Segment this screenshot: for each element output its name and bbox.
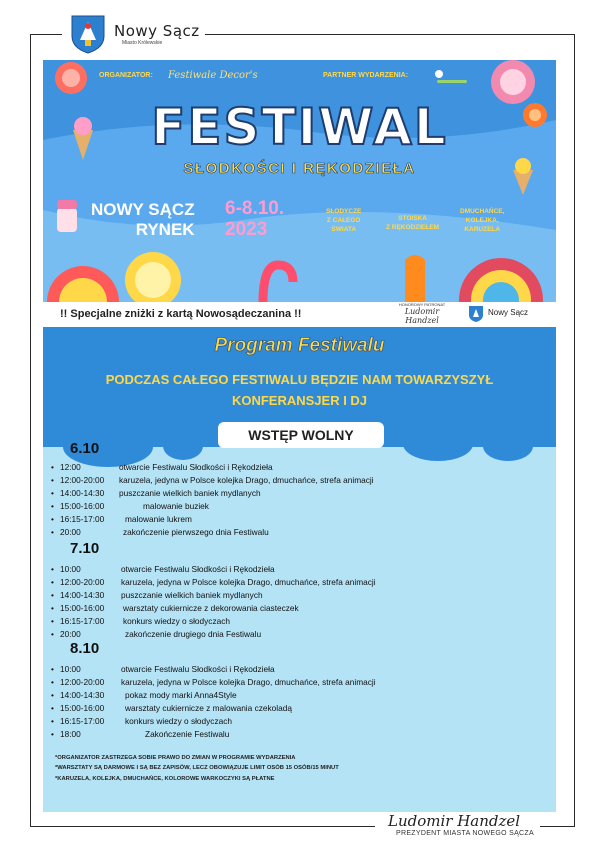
cake-icon — [57, 208, 77, 232]
dates-line-2: 2023 — [225, 219, 268, 240]
banner-decoration — [43, 60, 556, 302]
city-coat-of-arms-icon — [70, 14, 106, 54]
bullet-icon: • — [51, 677, 54, 687]
frame-top-left — [30, 34, 62, 35]
day-date: 7.10 — [70, 540, 100, 557]
frame-bottom-right — [540, 826, 575, 827]
footnote: *ORGANIZATOR ZASTRZEGA SOBIE PRAWO DO ZMIAN W PROGRAMIE WYDARZENIA — [55, 755, 296, 761]
bullet-icon: • — [51, 488, 54, 498]
organizer-label: ORGANIZATOR: — [99, 72, 153, 79]
program-subtitle-line-2: KONFERANSJER I DJ — [231, 393, 368, 408]
program-title: Program Festiwalu — [214, 335, 385, 356]
festival-place — [91, 200, 195, 240]
program-subtitle-line-1: PODCZAS CAŁEGO FESTIWALU BĘDZIE NAM TOWARZYSZYŁ — [105, 372, 494, 387]
bullet-icon: • — [51, 729, 54, 739]
partner-label: PARTNER WYDARZENIA: — [323, 72, 409, 79]
info-crafts: STOISKA Z RĘKODZIEŁEM — [386, 215, 440, 231]
program-section: Program Festiwalu PODCZAS CAŁEGO FESTIWALU BĘDZIE NAM TOWARZYSZYŁ KONFERANSJER I DJ WSTĘP WOLNY 6.10 • 12:00 otwarcie Festiwalu Słodkości i Rękodzieła • 12:00-20:00 karuzela, jedyna w Polsce kolejka Drago, dmuchańce, strefa animacji • 14:00-14:30 puszczanie wielkich baniek mydlanych • 15:00-16:00 malowanie buziek • 16:15-17:00 malowanie lukrem • 20:00 zakończenie pierwszego dnia Festiwalu 7.10 • 10:00 otwarcie Festiwalu Słodkości i Rękodzieła • 12:00-20:00 karuzela, jedyna w Polsce kolejka Drago, dmuchańce, strefa animacji • 14:00-14:30 puszczanie wielkich baniek mydlanych • 15:00-16:00 warsztaty cukiernicze z dekorowania ciasteczek • 16:15-17:00 konkurs wiedzy o słodyczach • 20:00 zakończenie drugiego dnia Festiwalu 8.10 • 10:00 otwarcie Festiwalu Słodkości i Rękodzieła • 12:00-20:00 karuzela, jedyna w Polsce kolejka Drago, dmuchańce, strefa animacji • 14:00-14:30 pokaz mody marki Anna4Style • 15:00-16:00 warsztaty cukiernicze z malowania czekoladą • 16:15-17:00 konkurs wiedzy o słodyczach • 18:00 Zakończenie Festiwalu *ORGANIZATOR ZASTRZEGA SOBIE PRAWO DO ZMIAN W PROGRAMIE WYDARZENIA *WARSZTATY SĄ DARMOWE I SĄ BEZ ZAPISÓW, LECZ OBOWIĄZUJE LIMIT OSÓB 15 OSÓB/15 MINUT *KARUZELA, KOLEJKA, DMUCHAŃCE, KOLOROWE WARKOCZYKI SĄ PŁATNE — [43, 327, 556, 812]
frame-top-right — [205, 34, 575, 35]
free-entry-badge: WSTĘP WOLNY — [218, 422, 384, 448]
city-name: Nowy Sącz — [114, 22, 200, 40]
day-date: 8.10 — [70, 640, 100, 657]
city-name-small: Nowy Sącz — [488, 308, 529, 317]
bullet-icon: • — [51, 703, 54, 713]
bullet-icon: • — [51, 577, 54, 587]
festival-title: FESTIWAL — [151, 98, 448, 156]
bullet-icon: • — [51, 462, 54, 472]
patronage-label: HONOROWY PATRONAT — [398, 302, 446, 307]
splash-decoration — [403, 427, 473, 461]
bullet-icon: • — [51, 616, 54, 626]
bullet-icon: • — [51, 501, 54, 511]
day-date: 6.10 — [70, 440, 100, 457]
splash-decoration — [483, 431, 533, 461]
footnote: *WARSZTATY SĄ DARMOWE I SĄ BEZ ZAPISÓW, LECZ OBOWIĄZUJE LIMIT OSÓB 15 OSÓB/15 MINUT — [55, 765, 339, 771]
honorary-patronage — [388, 302, 456, 325]
bullet-icon: • — [51, 664, 54, 674]
city-subtitle: Miasto Królewskie — [122, 40, 163, 46]
dates-line-1: 6-8.10. — [225, 198, 285, 219]
program-subtitle — [43, 369, 556, 411]
bullet-icon: • — [51, 475, 54, 485]
festival-dates — [225, 198, 284, 240]
bullet-icon: • — [51, 629, 54, 639]
city-coat-of-arms-small-icon — [468, 305, 484, 323]
bullet-icon: • — [51, 514, 54, 524]
footnote: *KARUZELA, KOLEJKA, DMUCHAŃCE, KOLOROWE WARKOCZYKI SĄ PŁATNE — [55, 776, 275, 782]
bullet-icon: • — [51, 690, 54, 700]
frame-right — [574, 34, 575, 826]
splash-decoration — [163, 432, 203, 460]
bullet-icon: • — [51, 527, 54, 537]
frame-left — [30, 34, 31, 826]
info-attractions: DMUCHAŃCE, KOLEJKA, KARUZELA — [460, 208, 505, 233]
bullet-icon: • — [51, 590, 54, 600]
frame-bottom-left — [30, 826, 375, 827]
place-line-1: NOWY SĄCZ — [91, 200, 195, 219]
discount-notice: !! Specjalne zniżki z kartą Nowosądeczanina !! — [60, 308, 302, 320]
bullet-icon: • — [51, 603, 54, 613]
signature-name: Ludomir Handzel — [388, 812, 521, 830]
festival-banner — [43, 60, 556, 302]
signature-role: PREZYDENT MIASTA NOWEGO SĄCZA — [396, 830, 534, 837]
bullet-icon: • — [51, 716, 54, 726]
partner-logo-icon — [433, 68, 469, 86]
candy-twist-icon — [405, 255, 425, 302]
organizer-name: Festiwale Decor's — [168, 70, 258, 81]
bullet-icon: • — [51, 564, 54, 574]
festival-subtitle: SŁODKOŚCI I RĘKODZIEŁA — [183, 160, 416, 177]
place-line-2: RYNEK — [135, 220, 195, 239]
patron-signature: Ludomir Handzel — [404, 307, 440, 325]
info-sweets: SŁODYCZE Z CAŁEGO ŚWIATA — [326, 208, 362, 233]
